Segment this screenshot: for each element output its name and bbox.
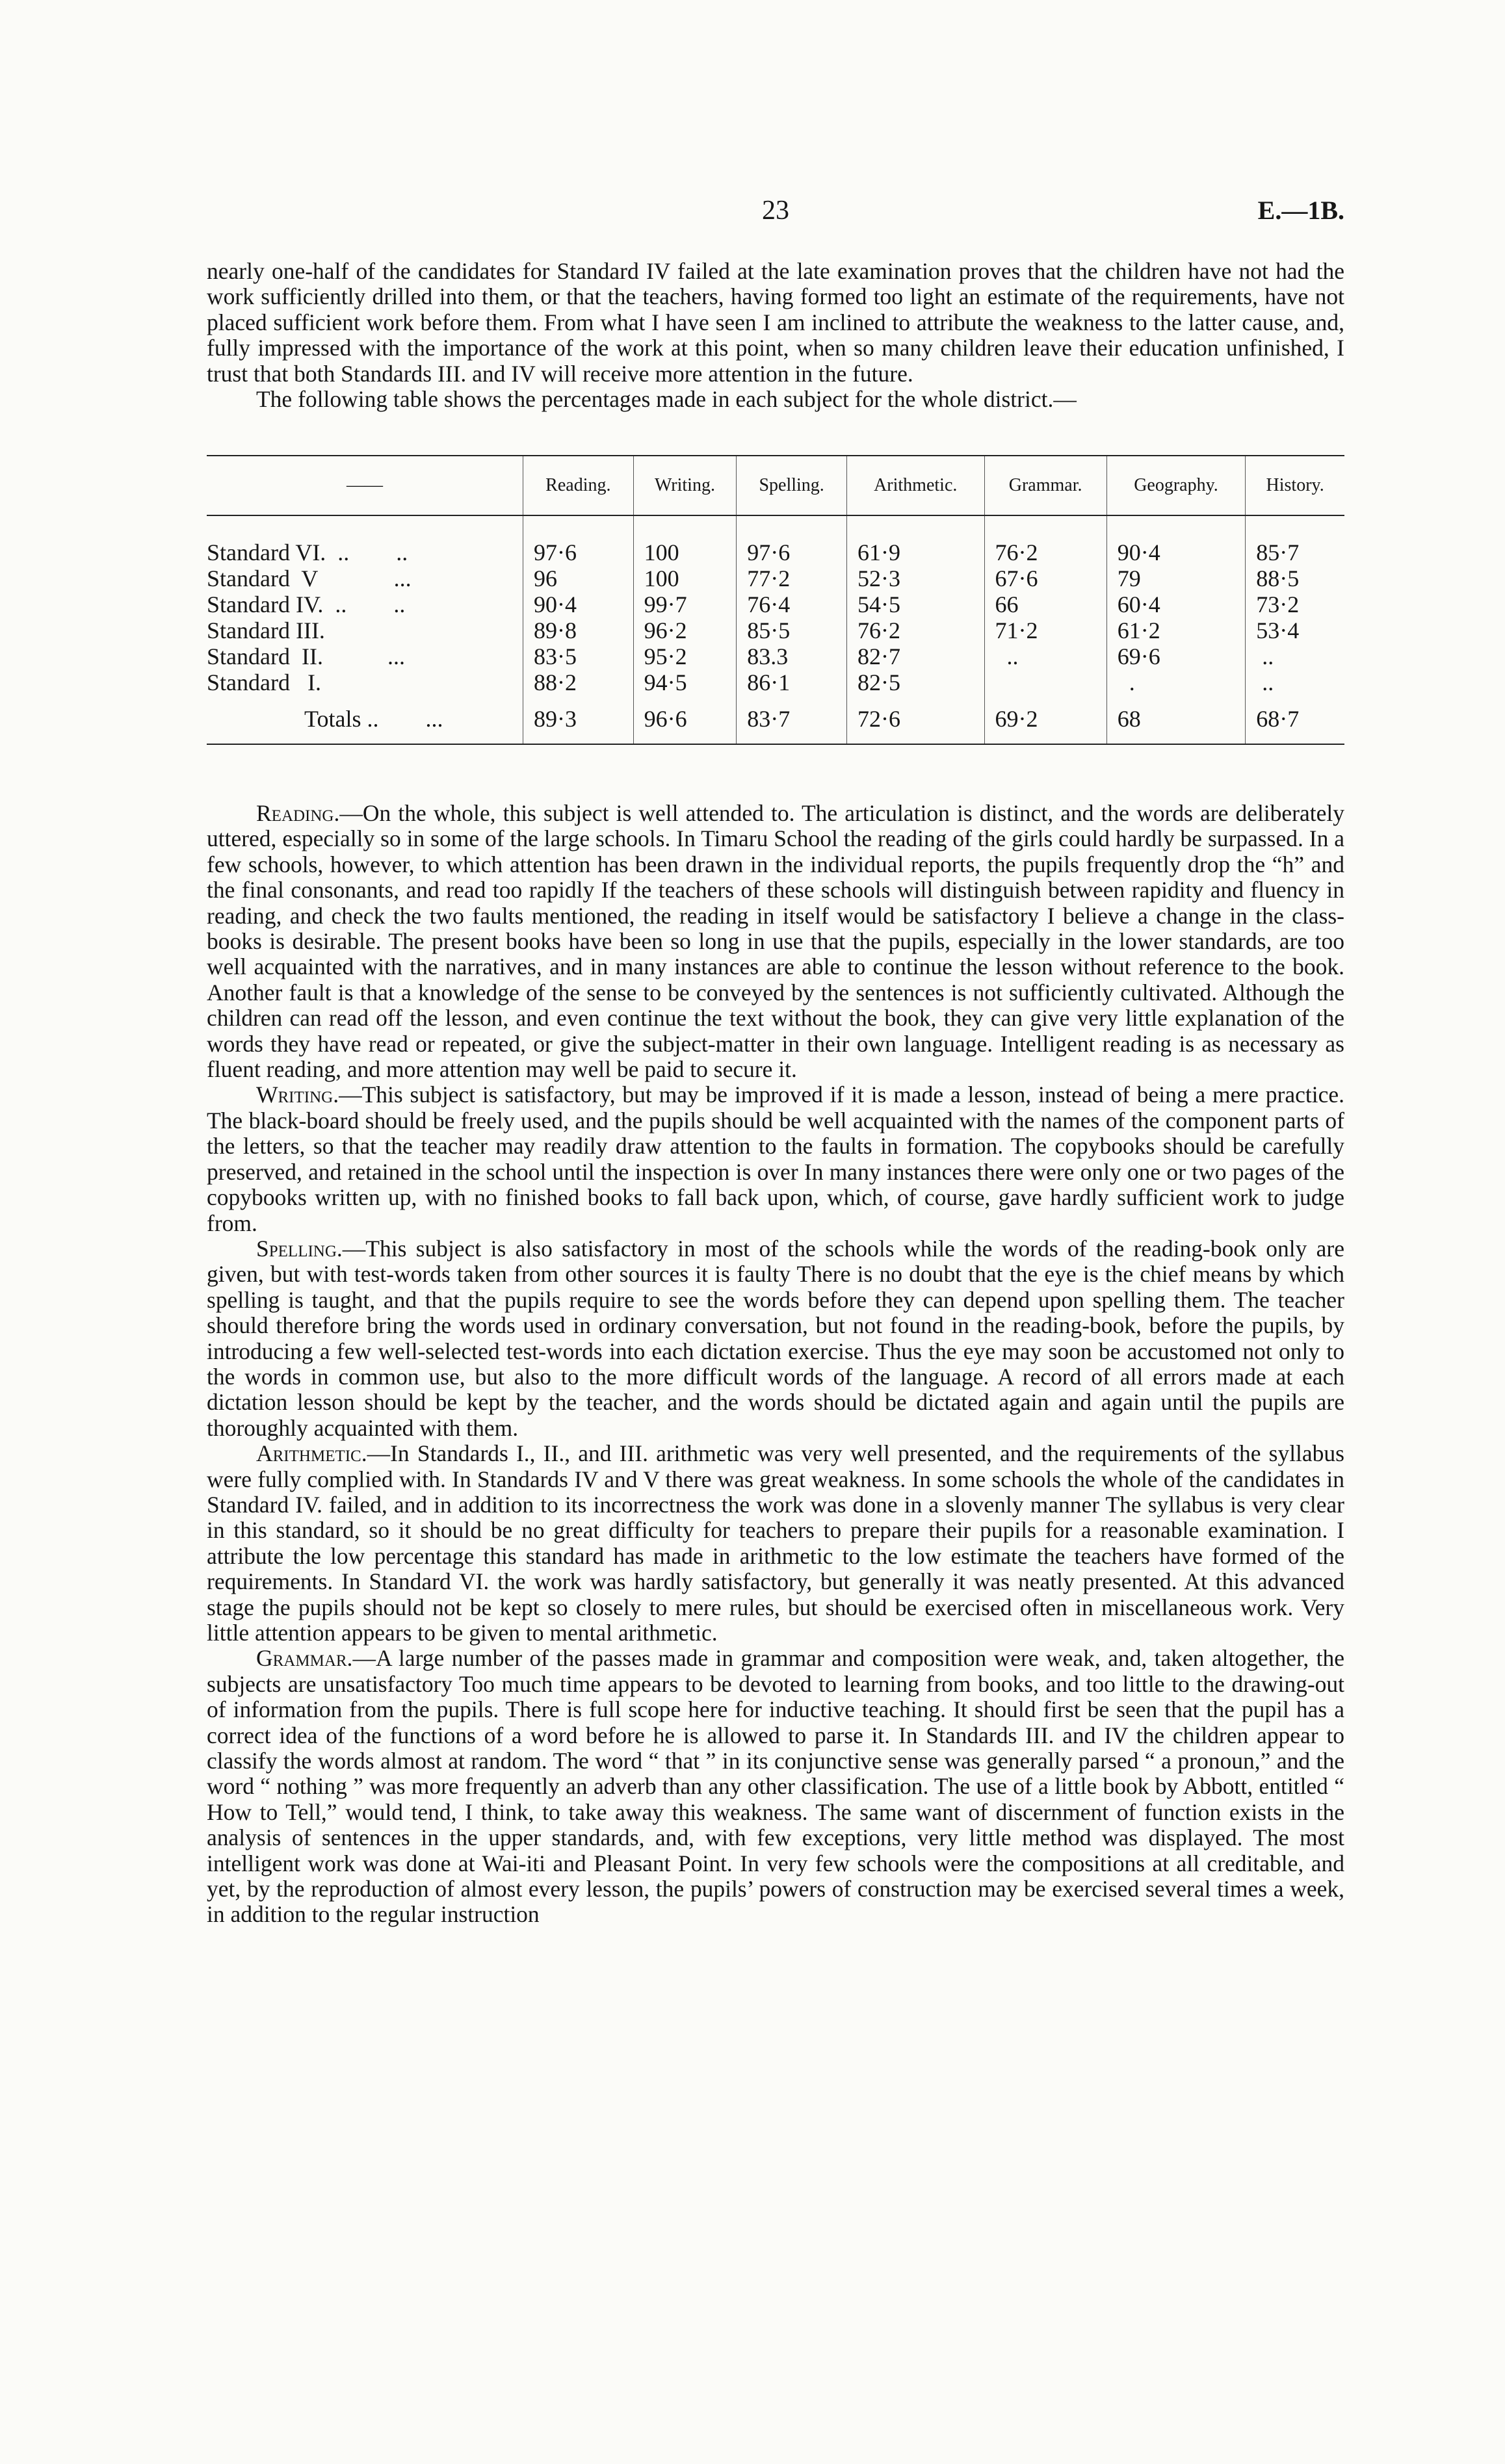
table-cell: 52·3 bbox=[846, 565, 984, 591]
table-cell: 76·2 bbox=[846, 617, 984, 643]
row-label: Standard II. ... bbox=[207, 643, 523, 669]
section-heading: Spelling. bbox=[256, 1235, 343, 1262]
table-cell: 69·6 bbox=[1106, 643, 1245, 669]
table-cell: 69·2 bbox=[984, 695, 1106, 736]
table-cell: 72·6 bbox=[846, 695, 984, 736]
totals-row bbox=[207, 695, 1344, 736]
column-header: History. bbox=[1246, 456, 1344, 515]
table-cell: 79 bbox=[1106, 565, 1245, 591]
row-label: Standard VI. .. .. bbox=[207, 539, 523, 565]
table-cell: 94·5 bbox=[633, 669, 737, 695]
table-cell: 83·5 bbox=[523, 643, 634, 669]
table-cell: 85·7 bbox=[1256, 539, 1300, 565]
table-cell: 96 bbox=[523, 565, 634, 591]
section-text: —In Standards I., II., and III. arithmetic was very well presented, and the requirements of the syllabus were fully complied with. In Standards IV and V there was great weakness. In some schools the whole of the candidates in Standard IV. failed, and in addition to its incorrectness the work was done in a slovenly manner The syllabus is very clear in this standard, so it should be no great difficulty for teachers to prepare their pupils for a reasonable examination. I attribute the low percentage this standard has made in arithmetic to the low estimate the teachers have formed of the requirements. In Standard VI. the work was hardly satisfactory, but generally it was neatly presented. At this advanced stage the pupils should not be kept so closely to mere rules, but should be exercised often in miscellaneous work. Very little attention appears to be given to mental arithmetic. bbox=[207, 1440, 1344, 1646]
table-cell: . bbox=[1106, 669, 1245, 695]
table-cell: 82·7 bbox=[846, 643, 984, 669]
table-cell: 66 bbox=[984, 591, 1106, 617]
table-cell: 61·2 bbox=[1106, 617, 1245, 643]
table-row bbox=[207, 617, 1344, 643]
table-cell: 71·2 bbox=[984, 617, 1106, 643]
table-row bbox=[207, 565, 1344, 591]
table-cell: 68·7 bbox=[1256, 706, 1300, 732]
percentages-table bbox=[207, 455, 1344, 793]
table-cell: 88·5 bbox=[1256, 565, 1300, 591]
column-header: —— bbox=[207, 456, 523, 515]
table-cell: 68 bbox=[1106, 695, 1245, 736]
column-header: Grammar. bbox=[984, 456, 1106, 515]
intro-paragraph: nearly one-half of the candidates for Standard IV failed at the late examination proves that the children have not had the work sufficiently drilled into them, or that the teachers, having formed too light an estimate of the requirements, have not placed sufficient work before them. From what I have seen I am inclined to attribute the weakness to the latter cause, and, fully impressed with the importance of the work at this point, when so many children leave their education unfinished, I trust that both Standards III. and IV will receive more attention in the future. bbox=[207, 258, 1344, 387]
table-cell: .. bbox=[984, 643, 1106, 669]
section-text: —On the whole, this subject is well attended to. The articulation is distinct, and the words are deliberately uttered, especially so in some of the large schools. In Timaru School the reading of the girls could hardly be surpassed. In a few schools, however, to which attention has been drawn in the individual reports, the pupils frequently drop the “h” and the final consonants, and read too rapidly If the teachers of these schools will distinguish between rapidity and fluency in reading, and check the two faults mentioned, the reading in itself would be satisfactory I believe a change in the class-books is desirable. The present books have been so long in use that the pupils, especially in the lower standards, are too well acquainted with the narratives, and in many instances are able to continue the lesson without reference to the book. Another fault is that a knowledge of the sense to be conveyed by the sentences is not sufficiently cultivated. Although the children can read off the lesson, and even continue the text without the book, they can give very little explanation of the words they have read or repeated, or give the subject-matter in their own language. Intelligent reading is as necessary as fluent reading, and more attention may well be paid to secure it. bbox=[207, 800, 1344, 1083]
section-heading: Writing. bbox=[256, 1082, 339, 1108]
row-label: Standard III. bbox=[207, 617, 523, 643]
table-cell: 82·5 bbox=[846, 669, 984, 695]
section-heading: Grammar. bbox=[256, 1645, 353, 1672]
section-arithmetic bbox=[207, 1441, 1344, 1646]
table-caption: The following table shows the percentages made in each subject for the whole district.— bbox=[256, 386, 1077, 413]
table-cell: 97·6 bbox=[523, 539, 634, 565]
section-text: —This subject is satisfactory, but may be improved if it is made a lesson, instead of being a mere practice. The black-board should be freely used, and the pupils should be well acquainted with the names of the component parts of the letters, so that the teacher may readily draw attention to the faults in formation. The copybooks should be carefully preserved, and retained in the school until the inspection is over In many instances there were only one or two pages of the copybooks written up, with no finished books to fall back upon, which, of course, gave hardly sufficient work to judge from. bbox=[207, 1082, 1344, 1236]
table-cell bbox=[984, 669, 1106, 695]
table-cell: 96·2 bbox=[633, 617, 737, 643]
table-row bbox=[207, 539, 1344, 565]
table-cell: 96·6 bbox=[633, 695, 737, 736]
document-reference: E.—1B. bbox=[1257, 196, 1344, 225]
table-header-row bbox=[207, 456, 1344, 515]
table-cell: 61·9 bbox=[846, 539, 984, 565]
table-cell: 83·7 bbox=[737, 695, 847, 736]
table-cell: 90·4 bbox=[523, 591, 634, 617]
table-cell: 100 bbox=[633, 565, 737, 591]
table-row bbox=[207, 643, 1344, 669]
table-cell: 76·2 bbox=[984, 539, 1106, 565]
table-cell: 83.3 bbox=[737, 643, 847, 669]
table-cell: 88·2 bbox=[523, 669, 634, 695]
table-cell: 97·6 bbox=[737, 539, 847, 565]
column-header: Arithmetic. bbox=[846, 456, 984, 515]
section-spelling bbox=[207, 1236, 1344, 1441]
table-cell: 90·4 bbox=[1106, 539, 1245, 565]
totals-label: Totals .. ... bbox=[207, 695, 523, 736]
table-cell: 95·2 bbox=[633, 643, 737, 669]
table-cell: 77·2 bbox=[737, 565, 847, 591]
section-reading bbox=[207, 801, 1344, 1082]
table-cell: 99·7 bbox=[633, 591, 737, 617]
table-cell: 67·6 bbox=[984, 565, 1106, 591]
column-header: Geography. bbox=[1106, 456, 1245, 515]
section-grammar bbox=[207, 1646, 1344, 1927]
table-row bbox=[207, 591, 1344, 617]
running-head bbox=[207, 195, 1344, 234]
table-cell: 76·4 bbox=[737, 591, 847, 617]
row-label: Standard IV. .. .. bbox=[207, 591, 523, 617]
intro-text bbox=[207, 259, 1344, 412]
column-header: Spelling. bbox=[737, 456, 847, 515]
row-label: Standard I. bbox=[207, 669, 523, 695]
table-cell: 85·5 bbox=[737, 617, 847, 643]
section-text: —A large number of the passes made in grammar and composition were weak, and, taken altogether, the subjects are unsatisfactory Too much time appears to be devoted to learning from books, and too little to the drawing-out of information from the pupils. There is full scope here for inductive teaching. It should first be seen that the pupil has a correct idea of the functions of a word before he is allowed to parse it. In Standards III. and IV the children appear to classify the words almost at random. The word “ that ” in its conjunctive sense was generally parsed “ a pronoun,” and the word “ nothing ” was more frequently an adverb than any other classification. The use of a little book by Abbott, entitled “ How to Tell,” would tend, I think, to take away this weakness. The same want of discernment of function exists in the analysis of sentences in the upper standards, and, with few exceptions, very little method was displayed. The most intelligent work was done at Wai-iti and Pleasant Point. In very few schools were the compositions at all creditable, and yet, by the reproduction of almost every lesson, the pupils’ powers of construction may be exercised several times a week, in addition to the regular instruction bbox=[207, 1645, 1344, 1928]
table-cell: .. bbox=[1256, 669, 1274, 695]
section-heading: Arithmetic. bbox=[256, 1440, 367, 1467]
column-header: Writing. bbox=[633, 456, 737, 515]
table-cell: 54·5 bbox=[846, 591, 984, 617]
table-cell: 53·4 bbox=[1256, 617, 1300, 643]
page-number: 23 bbox=[762, 196, 789, 226]
table-cell: .. bbox=[1256, 643, 1274, 669]
table-cell: 73·2 bbox=[1256, 591, 1300, 617]
table-cell: 60·4 bbox=[1106, 591, 1245, 617]
section-heading: Reading. bbox=[256, 800, 340, 826]
body-text bbox=[207, 801, 1344, 1928]
section-text: —This subject is also satisfactory in most of the schools while the words of the reading-book only are given, but with test-words taken from other sources it is faulty There is no doubt that the eye is the chief means by which spelling is taught, and that the pupils require to see the words before they can depend upon spelling them. The teacher should therefore bring the words used in ordinary conversation, but not found in the reading-book, before the pupils, by introducing a few well-selected test-words into each dictation exercise. Thus the eye may soon be accustomed not only to the words in common use, but also to the more difficult words of the language. A record of all errors made at each dictation lesson should be kept by the teacher, and the words should be dictated again and again until the pupils are thoroughly acquainted with them. bbox=[207, 1235, 1344, 1441]
table-cell: 89·8 bbox=[523, 617, 634, 643]
row-label: Standard V ... bbox=[207, 565, 523, 591]
section-writing bbox=[207, 1082, 1344, 1236]
table-cell: 89·3 bbox=[523, 695, 634, 736]
column-header: Reading. bbox=[523, 456, 634, 515]
table-row bbox=[207, 669, 1344, 695]
table-cell: 86·1 bbox=[737, 669, 847, 695]
table-cell: 100 bbox=[633, 539, 737, 565]
